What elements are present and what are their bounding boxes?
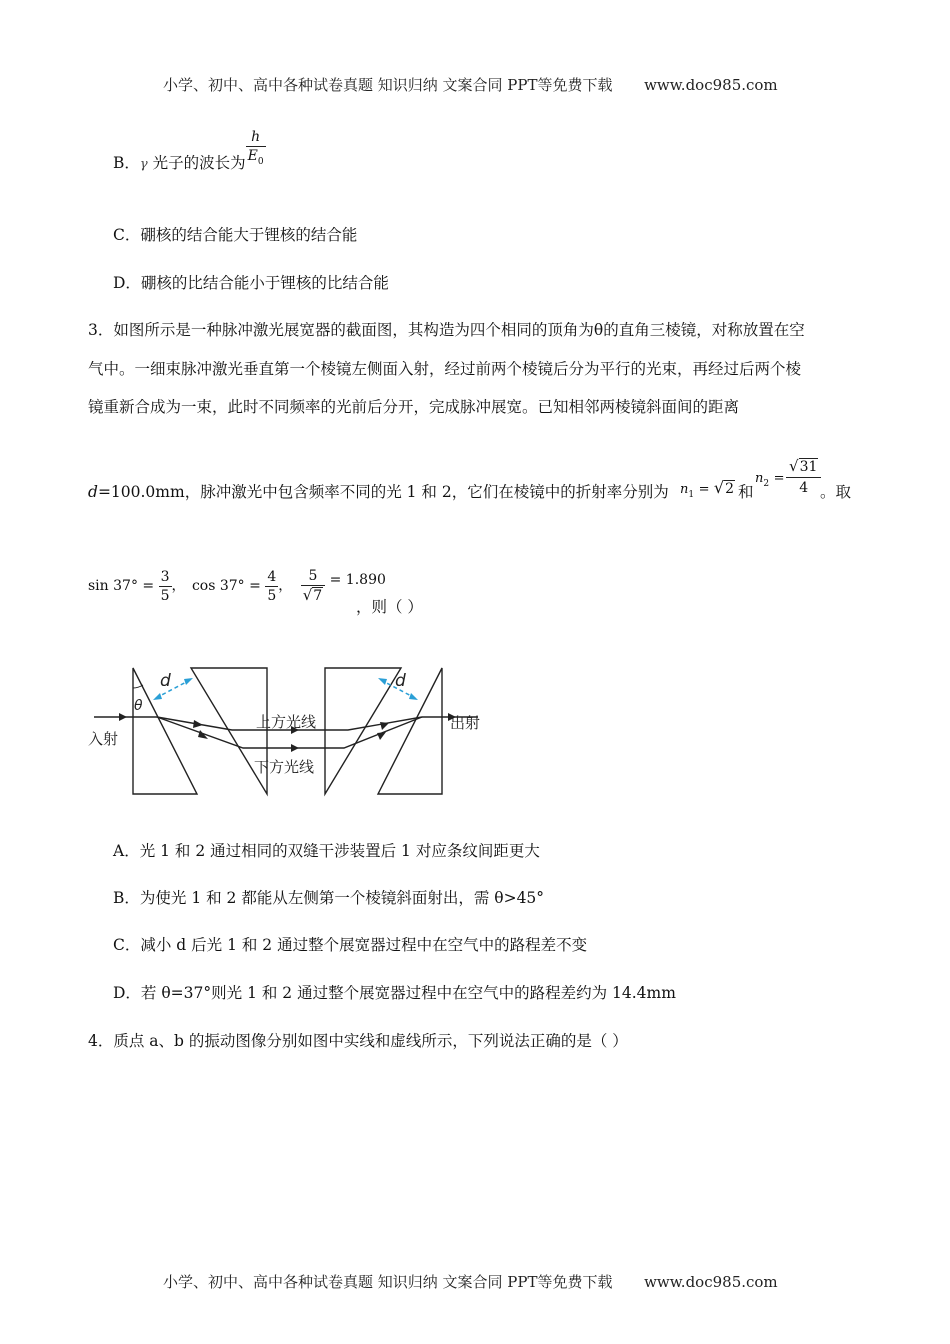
theta-arc <box>133 685 143 688</box>
sin-den: 5 <box>160 587 170 604</box>
comma-2: ， <box>278 578 293 594</box>
n1-expression: $n_1 = √2$ <box>680 478 735 500</box>
d-arrowhead-2 <box>184 678 193 685</box>
sin-fraction <box>159 568 172 605</box>
arrow-lower-2 <box>377 732 386 740</box>
arrow-upper-1 <box>193 720 203 728</box>
take-text: 。取 <box>820 483 852 501</box>
d-arrowhead-1 <box>153 693 162 700</box>
arrow-incident <box>119 713 127 721</box>
sqrt-31-radicand: 31 <box>799 459 818 475</box>
sqrt-2-radicand: 2 <box>725 481 735 497</box>
cos-label: cos 37° = <box>191 578 261 594</box>
q4-text: 4．质点 a、b 的振动图像分别如图中实线和虚线所示，下列说法正确的是（ ） <box>88 1032 628 1050</box>
q3-line-2: 气中。一细束脉冲激光垂直第一个棱镜左侧面入射，经过前两个棱镜后分为平行的光束，再经过后两个棱 <box>88 360 802 378</box>
n2-expression <box>755 470 784 489</box>
cos-num: 4 <box>267 568 277 585</box>
q3-option-d: D．若 θ=37°则光 1 和 2 通过整个展宽器过程中在空气中的路程差约为 14.4mm <box>113 984 676 1002</box>
ratio-fraction: $\frac{5}{√7}$ <box>301 567 325 605</box>
sin-num: 3 <box>160 568 170 585</box>
ratio-value: = 1.890 <box>329 572 386 588</box>
footer-url: www.doc985.com <box>644 1273 778 1291</box>
then-text: ，则（ ） <box>356 598 423 616</box>
d-arrowhead-3 <box>378 678 387 685</box>
q3-option-b: B．为使光 1 和 2 都能从左侧第一个棱镜斜面射出，需 θ>45° <box>113 889 545 907</box>
header-text: 小学、初中、高中各种试卷真题 知识归纳 文案合同 PPT等免费下载 <box>163 76 613 94</box>
q3-line-3: 镜重新合成为一束，此时不同频率的光前后分开，完成脉冲展宽。已知相邻两棱镜斜面间的距离 <box>88 398 740 416</box>
q2-option-c: C．硼核的结合能大于锂核的结合能 <box>113 226 358 244</box>
n1-symbol: n <box>680 482 689 497</box>
header-url: www.doc985.com <box>644 76 778 94</box>
denominator-4: 4 <box>799 480 809 496</box>
footer-text: 小学、初中、高中各种试卷真题 知识归纳 文案合同 PPT等免费下载 <box>163 1273 613 1291</box>
q3-line-4 <box>88 482 669 502</box>
trig-values <box>88 567 386 605</box>
n2-sub: 2 <box>763 478 770 489</box>
label-d-right: d <box>395 671 406 691</box>
label-d-left: d <box>160 671 171 691</box>
q3-option-c: C．减小 d 后光 1 和 2 通过整个展宽器过程中在空气中的路程差不变 <box>113 936 588 954</box>
comma-1: ， <box>171 578 186 594</box>
q3-option-a: A．光 1 和 2 通过相同的双缝干涉装置后 1 对应条纹间距更大 <box>113 842 540 860</box>
fraction-denominator: E <box>247 148 258 164</box>
q3-line-1: 3．如图所示是一种脉冲激光展宽器的截面图，其构造为四个相同的顶角为θ的直角三棱镜，对称放置在空 <box>88 321 805 339</box>
page-footer <box>163 1271 778 1292</box>
h-over-e0-fraction <box>246 128 266 171</box>
d-symbol: d <box>88 483 98 501</box>
option-b-text: 光子的波长为 <box>152 154 246 172</box>
sin-label: sin 37° = <box>88 578 155 594</box>
d-arrowhead-4 <box>409 693 418 700</box>
option-b-prefix: B． <box>113 154 140 172</box>
ratio-den: 7 <box>313 588 323 604</box>
and-text: 和 <box>738 483 754 501</box>
q2-option-b <box>113 128 266 175</box>
arrow-lower-mid <box>291 744 299 752</box>
sqrt31-over-4: √31 4 <box>786 456 821 498</box>
page-header <box>163 74 778 95</box>
fraction-denominator-sub: 0 <box>257 156 264 167</box>
label-exit: 出射 <box>450 714 481 732</box>
n1-equals: = <box>698 482 710 497</box>
q3-line-4-text: =100.0mm，脉冲激光中包含频率不同的光 1 和 2，它们在棱镜中的折射率分别为 <box>97 483 669 501</box>
q2-option-d: D．硼核的比结合能小于锂核的比结合能 <box>113 274 389 292</box>
label-incident: 入射 <box>88 730 119 748</box>
prism-3 <box>325 668 401 794</box>
cos-den: 5 <box>267 587 277 604</box>
gamma-symbol: γ <box>139 157 148 172</box>
n1-sub: 1 <box>688 489 695 500</box>
n2-symbol: n <box>755 471 764 486</box>
label-theta: θ <box>134 698 143 714</box>
n2-equals: = <box>773 471 785 486</box>
ratio-num: 5 <box>301 567 325 586</box>
fraction-numerator: h <box>246 128 266 147</box>
label-lower-ray: 下方光线 <box>254 758 315 776</box>
prism-figure <box>86 660 506 800</box>
cos-fraction <box>265 568 278 605</box>
arrow-upper-2 <box>380 722 389 730</box>
label-upper-ray: 上方光线 <box>256 713 317 731</box>
